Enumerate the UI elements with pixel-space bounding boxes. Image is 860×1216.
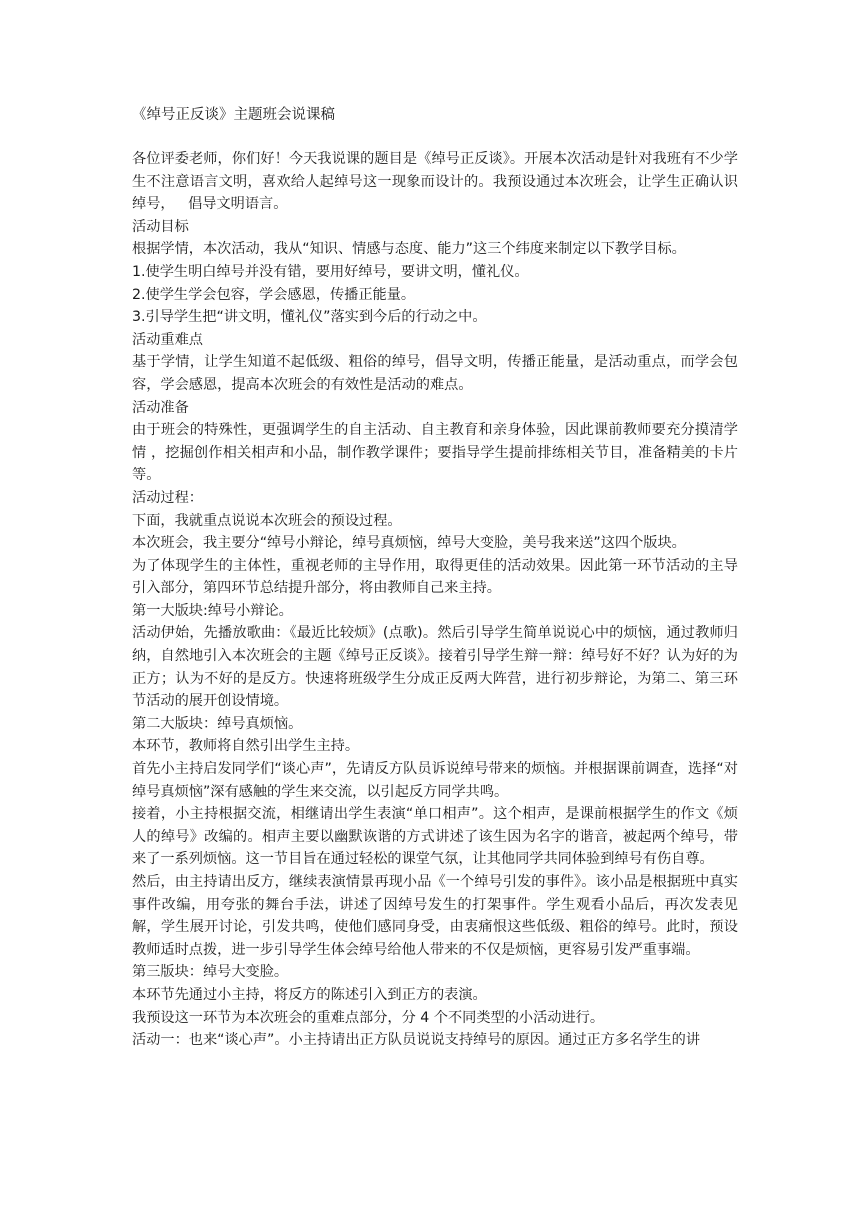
paragraph-section-2-intro: 本环节，教师将自然引出学生主持。 bbox=[132, 738, 360, 755]
goal-item-3: 3.引导学生把“讲文明，懂礼仪”落实到今后的行动之中。 bbox=[132, 309, 487, 326]
paragraph-preparation: 由于班会的特殊性，更强调学生的自主活动、自主教育和亲身体验，因此课前教师要充分摸清学情 ，挖掘创作相关相声和小品，制作教学课件；要指导学生提前排练相关节目，准备精美的卡片等。 bbox=[132, 422, 738, 484]
paragraph-section-2-next: 接着，小主持根据交流，相继请出学生表演“单口相声”。这个相声，是课前根据学生的作文《烦人的绰号》改编的。相声主要以幽默诙谐的方式讲述了该生因为名字的谐音，被起两个绰号，带来了一系列烦恼。这一节目旨在通过轻松的课堂气氛，让其他同学共同体验到绰号有伤自尊。 bbox=[132, 806, 738, 868]
goal-item-1: 1.使学生明白绰号并没有错，要用好绰号，要讲文明，懂礼仪。 bbox=[132, 263, 529, 280]
paragraph-intro: 各位评委老师，你们好！今天我说课的题目是《绰号正反谈》。开展本次活动是针对我班有不少学生不注意语言文明，喜欢给人起绰号这一现象而设计的。我预设通过本次班会，让学生正确认识绰号， 倡导文明语言。 bbox=[132, 151, 738, 213]
paragraph-section-2-first: 首先小主持启发同学们“谈心声”，先请反方队员诉说绰号带来的烦恼。并根据课前调查，选择“对绰号真烦恼”深有感触的学生来交流，以引起反方同学共鸣。 bbox=[132, 761, 738, 800]
paragraph-process-intro: 下面，我就重点说说本次班会的预设过程。 bbox=[132, 512, 402, 529]
heading-preparation: 活动准备 bbox=[132, 399, 189, 416]
paragraph-teacher-role: 为了体现学生的主体性，重视老师的主导作用，取得更佳的活动效果。因此第一环节活动的主导引入部分，第四环节总结提升部分，将由教师自己来主持。 bbox=[132, 557, 738, 597]
paragraph-activity-1: 活动一：也来“谈心声”。小主持请出正方队员说说支持绰号的原因。通过正方多名学生的讲 bbox=[132, 1032, 701, 1049]
paragraph-key-difficulties: 基于学情，让学生知道不起低级、粗俗的绰号，倡导文明，传播正能量，是活动重点，而学会包容，学会感恩，提高本次班会的有效性是活动的难点。 bbox=[132, 354, 738, 393]
heading-activity-goals: 活动目标 bbox=[132, 218, 189, 235]
heading-section-2: 第二大版块：绰号真烦恼。 bbox=[132, 715, 303, 732]
paragraph-four-sections: 本次班会，我主要分“绰号小辩论，绰号真烦恼，绰号大变脸，美号我来送”这四个版块。 bbox=[132, 535, 686, 552]
heading-section-3: 第三版块：绰号大变脸。 bbox=[132, 964, 289, 981]
document-body bbox=[132, 148, 738, 1052]
document-page bbox=[132, 104, 738, 1052]
heading-process: 活动过程： bbox=[132, 489, 203, 506]
paragraph-section-2-then: 然后，由主持请出反方，继续表演情景再现小品《一个绰号引发的事件》。该小品是根据班中真实事件改编，用夸张的舞台手法，讲述了因绰号发生的打架事件。学生观看小品后，再次发表见解，学生展开讨论，引发共鸣，使他们感同身受，由衷痛恨这些低级、粗俗的绰号。此时，预设教师适时点拨，进一步引导学生体会绰号给他人带来的不仅是烦恼，更容易引发严重事端。 bbox=[132, 874, 738, 958]
heading-key-difficulties: 活动重难点 bbox=[132, 331, 203, 348]
paragraph-goals-intro: 根据学情，本次活动，我从“知识、情感与态度、能力”这三个纬度来制定以下教学目标。 bbox=[132, 241, 686, 258]
document-title: 《绰号正反谈》主题班会说课稿 bbox=[132, 107, 335, 123]
goal-item-2: 2.使学生学会包容，学会感恩，传播正能量。 bbox=[132, 286, 416, 303]
paragraph-section-3-plan: 我预设这一环节为本次班会的重难点部分，分 4 个不同类型的小活动进行。 bbox=[132, 1009, 605, 1026]
paragraph-section-3-intro: 本环节先通过小主持，将反方的陈述引入到正方的表演。 bbox=[132, 986, 487, 1003]
heading-section-1: 第一大版块:绰号小辩论。 bbox=[132, 602, 293, 619]
paragraph-section-1: 活动伊始，先播放歌曲：《最近比较烦》(点歌)。然后引导学生简单说说心中的烦恼，通过教师归纳，自然地引入本次班会的主题《绰号正反谈》。接着引导学生辩一辩：绰号好不好？认为好的为正方；认为不好的是反方。快速将班级学生分成正反两大阵营，进行初步辩论，为第二、第三环节活动的展开创设情境。 bbox=[132, 625, 738, 710]
